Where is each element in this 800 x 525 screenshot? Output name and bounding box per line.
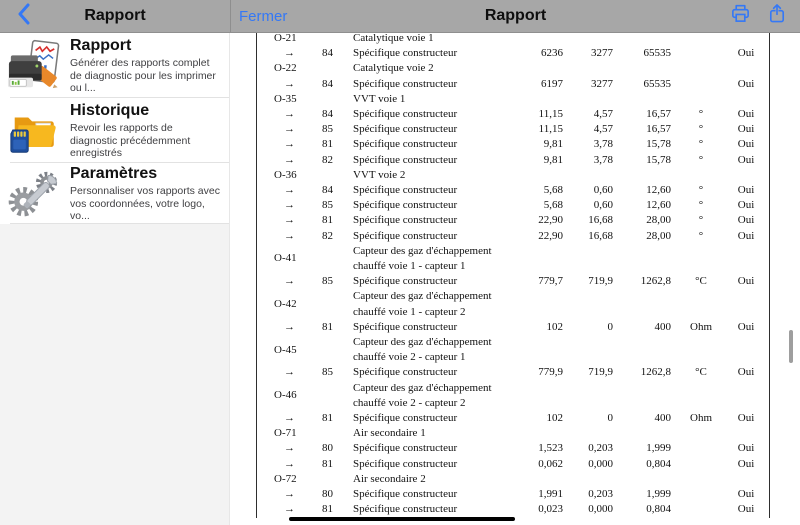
arrow-icon: → <box>284 488 295 501</box>
row-value: 6197 <box>541 77 563 90</box>
row-min: 4,57 <box>593 108 613 121</box>
row-num: 85 <box>322 123 333 136</box>
row-ok: Oui <box>737 366 755 379</box>
master-nav-bar <box>0 0 230 32</box>
row-max: 0,804 <box>646 457 671 470</box>
sidebar-item-desc: Personnaliser vos rapports avec vos coordonnées, votre logo, vo... <box>70 185 220 223</box>
sidebar <box>0 33 230 525</box>
row-desc: Spécifique constructeur <box>353 366 458 379</box>
arrow-icon: → <box>284 77 295 90</box>
row-value: 11,15 <box>538 123 563 136</box>
sidebar-item-historique[interactable] <box>0 98 229 163</box>
row-desc: Spécifique constructeur <box>353 442 458 455</box>
row-num: 81 <box>322 412 333 425</box>
row-max: 12,60 <box>646 184 671 197</box>
row-desc: Spécifique constructeur <box>353 199 458 212</box>
group-name: Capteur des gaz d'échappement chauffé voie 1 - capteur 2 <box>353 290 492 318</box>
row-max: 28,00 <box>646 229 671 242</box>
row-num: 81 <box>322 214 333 227</box>
row-max: 16,57 <box>646 108 671 121</box>
group-name: Catalytique voie 1 <box>353 33 434 44</box>
row-num: 85 <box>322 275 333 288</box>
row-value: 5,68 <box>543 184 563 197</box>
row-desc: Spécifique constructeur <box>353 320 458 333</box>
row-ok: Oui <box>737 503 755 516</box>
group-code: O-72 <box>274 472 297 485</box>
table-row <box>257 77 769 92</box>
table-group-header <box>257 244 769 274</box>
row-value: 9,81 <box>543 138 563 151</box>
arrow-icon: → <box>284 229 295 242</box>
row-unit: ° <box>698 138 704 151</box>
row-value: 22,90 <box>538 229 563 242</box>
group-name: Capteur des gaz d'échappement chauffé voie 2 - capteur 1 <box>353 336 492 364</box>
row-max: 0,804 <box>646 503 671 516</box>
row-max: 1,999 <box>646 488 671 501</box>
row-ok: Oui <box>737 123 755 136</box>
row-ok: Oui <box>737 442 755 455</box>
row-desc: Spécifique constructeur <box>353 503 458 516</box>
sidebar-item-title: Paramètres <box>70 165 158 183</box>
row-ok: Oui <box>737 412 755 425</box>
row-max: 65535 <box>643 77 671 90</box>
row-min: 719,9 <box>588 275 613 288</box>
report-icon <box>6 38 62 94</box>
group-code: O-71 <box>274 427 297 440</box>
arrow-icon: → <box>284 199 295 212</box>
row-max: 28,00 <box>646 214 671 227</box>
row-max: 16,57 <box>646 123 671 136</box>
row-value: 11,15 <box>538 108 563 121</box>
row-num: 81 <box>322 503 333 516</box>
group-name: Capteur des gaz d'échappement chauffé voie 2 - capteur 2 <box>353 381 492 409</box>
row-num: 81 <box>322 457 333 470</box>
row-max: 15,78 <box>646 153 671 166</box>
arrow-icon: → <box>284 153 295 166</box>
arrow-icon: → <box>284 184 295 197</box>
row-min: 0,000 <box>588 457 613 470</box>
history-icon <box>6 103 62 159</box>
row-value: 779,9 <box>538 366 563 379</box>
arrow-icon: → <box>284 457 295 470</box>
row-max: 1262,8 <box>640 275 671 288</box>
row-value: 1,523 <box>538 442 563 455</box>
arrow-icon: → <box>284 442 295 455</box>
row-min: 3,78 <box>593 153 613 166</box>
table-group-header <box>257 426 769 441</box>
sidebar-item-text <box>70 101 224 160</box>
chevron-left-icon <box>17 3 31 30</box>
arrow-icon: → <box>284 275 295 288</box>
print-button[interactable] <box>730 6 751 27</box>
table-row <box>257 320 769 335</box>
sidebar-item-desc: Générer des rapports complet de diagnostic pour les imprimer ou l... <box>70 57 216 95</box>
printer-icon <box>730 3 751 29</box>
row-desc: Spécifique constructeur <box>353 47 458 60</box>
group-code: O-22 <box>274 62 297 75</box>
table-row <box>257 46 769 61</box>
table-row <box>257 183 769 198</box>
sidebar-item-text <box>70 36 224 95</box>
row-max: 1262,8 <box>640 366 671 379</box>
row-value: 5,68 <box>543 199 563 212</box>
row-max: 12,60 <box>646 199 671 212</box>
row-desc: Spécifique constructeur <box>353 275 458 288</box>
group-code: O-46 <box>274 389 297 402</box>
row-min: 0,203 <box>588 488 613 501</box>
row-value: 1,991 <box>538 488 563 501</box>
group-code: O-45 <box>274 343 297 356</box>
row-ok: Oui <box>737 47 755 60</box>
sidebar-item-title: Rapport <box>70 37 132 55</box>
row-desc: Spécifique constructeur <box>353 412 458 425</box>
table-row <box>257 457 769 472</box>
table-row <box>257 487 769 502</box>
row-value: 102 <box>546 412 563 425</box>
group-name: Air secondaire 1 <box>353 427 426 440</box>
row-num: 84 <box>322 77 333 90</box>
group-name: VVT voie 1 <box>353 92 406 105</box>
row-max: 400 <box>654 320 671 333</box>
row-max: 400 <box>654 412 671 425</box>
table-row <box>257 502 769 517</box>
table-group-header <box>257 92 769 107</box>
row-unit: ° <box>698 229 704 242</box>
table-group-header <box>257 61 769 76</box>
row-value: 22,90 <box>538 214 563 227</box>
table-row <box>257 153 769 168</box>
group-code: O-36 <box>274 168 297 181</box>
row-min: 719,9 <box>588 366 613 379</box>
row-min: 3,78 <box>593 138 613 151</box>
arrow-icon: → <box>284 47 295 60</box>
row-unit: ° <box>698 214 704 227</box>
row-value: 0,023 <box>538 503 563 516</box>
group-name: Air secondaire 2 <box>353 472 426 485</box>
group-name: Capteur des gaz d'échappement chauffé voie 1 - capteur 1 <box>353 244 492 273</box>
sidebar-item-title: Historique <box>70 102 150 120</box>
row-unit: ° <box>698 153 704 166</box>
row-min: 0 <box>607 320 613 333</box>
row-min: 0,60 <box>593 199 613 212</box>
table-group-header <box>257 289 769 319</box>
arrow-icon: → <box>284 412 295 425</box>
arrow-icon: → <box>284 503 295 516</box>
row-num: 81 <box>322 138 333 151</box>
sidebar-list <box>0 33 229 224</box>
group-code: O-21 <box>274 33 297 44</box>
vertical-scrollbar-thumb[interactable] <box>789 330 793 363</box>
row-desc: Spécifique constructeur <box>353 184 458 197</box>
row-ok: Oui <box>737 488 755 501</box>
row-ok: Oui <box>737 199 755 212</box>
table-row <box>257 441 769 456</box>
sidebar-item-parametres[interactable] <box>0 163 229 224</box>
row-min: 4,57 <box>593 123 613 136</box>
row-num: 84 <box>322 47 333 60</box>
row-value: 6236 <box>541 47 563 60</box>
row-ok: Oui <box>737 108 755 121</box>
row-min: 3277 <box>591 77 613 90</box>
close-button[interactable]: Fermer <box>239 7 288 25</box>
table-row <box>257 274 769 289</box>
row-min: 3277 <box>591 47 613 60</box>
table-group-header <box>257 33 769 46</box>
row-desc: Spécifique constructeur <box>353 457 458 470</box>
row-desc: Spécifique constructeur <box>353 229 458 242</box>
row-value: 9,81 <box>543 153 563 166</box>
row-value: 779,7 <box>538 275 563 288</box>
table-row <box>257 213 769 228</box>
sidebar-item-text <box>70 164 224 223</box>
row-num: 84 <box>322 184 333 197</box>
row-desc: Spécifique constructeur <box>353 214 458 227</box>
row-max: 15,78 <box>646 138 671 151</box>
arrow-icon: → <box>284 366 295 379</box>
row-desc: Spécifique constructeur <box>353 138 458 151</box>
table-group-header <box>257 335 769 365</box>
arrow-icon: → <box>284 320 295 333</box>
sidebar-item-rapport[interactable] <box>0 33 229 98</box>
row-num: 81 <box>322 320 333 333</box>
row-ok: Oui <box>737 457 755 470</box>
row-num: 85 <box>322 366 333 379</box>
row-num: 82 <box>322 153 333 166</box>
group-code: O-35 <box>274 92 297 105</box>
table-group-header <box>257 381 769 411</box>
row-min: 0,203 <box>588 442 613 455</box>
back-button[interactable] <box>12 4 36 28</box>
row-num: 85 <box>322 199 333 212</box>
row-num: 84 <box>322 108 333 121</box>
arrow-icon: → <box>284 108 295 121</box>
row-min: 16,68 <box>588 214 613 227</box>
row-ok: Oui <box>737 229 755 242</box>
row-value: 102 <box>546 320 563 333</box>
row-ok: Oui <box>737 214 755 227</box>
table-row <box>257 365 769 380</box>
row-min: 0,60 <box>593 184 613 197</box>
group-code: O-41 <box>274 252 297 265</box>
table-row <box>257 137 769 152</box>
arrow-icon: → <box>284 123 295 136</box>
row-desc: Spécifique constructeur <box>353 108 458 121</box>
report-document-scroll-area[interactable] <box>230 33 800 525</box>
row-desc: Spécifique constructeur <box>353 153 458 166</box>
row-value: 0,062 <box>538 457 563 470</box>
nav-actions <box>730 0 788 32</box>
row-num: 80 <box>322 488 333 501</box>
share-icon <box>767 3 787 29</box>
row-unit: ° <box>698 108 704 121</box>
row-desc: Spécifique constructeur <box>353 77 458 90</box>
report-table <box>256 33 770 518</box>
detail-nav-bar <box>230 0 800 32</box>
settings-icon <box>6 166 62 222</box>
group-name: Catalytique voie 2 <box>353 62 434 75</box>
table-row <box>257 198 769 213</box>
row-num: 82 <box>322 229 333 242</box>
row-unit: Ohm <box>690 412 712 425</box>
row-min: 0 <box>607 412 613 425</box>
row-num: 80 <box>322 442 333 455</box>
row-ok: Oui <box>737 184 755 197</box>
group-name: VVT voie 2 <box>353 168 406 181</box>
row-ok: Oui <box>737 77 755 90</box>
detail-title: Rapport <box>484 7 547 24</box>
page-bottom-rule <box>289 517 515 521</box>
row-desc: Spécifique constructeur <box>353 123 458 136</box>
row-unit: °C <box>695 366 707 379</box>
row-ok: Oui <box>737 275 755 288</box>
master-title: Rapport <box>84 7 146 24</box>
row-min: 0,000 <box>588 503 613 516</box>
navigation-bar <box>0 0 800 33</box>
arrow-icon: → <box>284 214 295 227</box>
table-row <box>257 411 769 426</box>
row-unit: ° <box>698 184 704 197</box>
row-ok: Oui <box>737 320 755 333</box>
group-code: O-42 <box>274 298 297 311</box>
row-max: 65535 <box>643 47 671 60</box>
row-max: 1,999 <box>646 442 671 455</box>
table-row <box>257 229 769 244</box>
row-min: 16,68 <box>588 229 613 242</box>
row-unit: ° <box>698 199 704 212</box>
row-unit: Ohm <box>690 320 712 333</box>
arrow-icon: → <box>284 138 295 151</box>
row-ok: Oui <box>737 138 755 151</box>
share-button[interactable] <box>767 6 788 27</box>
table-group-header <box>257 472 769 487</box>
table-row <box>257 107 769 122</box>
sidebar-item-desc: Revoir les rapports de diagnostic précédemment enregistrés <box>70 122 191 160</box>
row-desc: Spécifique constructeur <box>353 488 458 501</box>
row-unit: °C <box>695 275 707 288</box>
table-row <box>257 122 769 137</box>
row-ok: Oui <box>737 153 755 166</box>
table-group-header <box>257 168 769 183</box>
row-unit: ° <box>698 123 704 136</box>
